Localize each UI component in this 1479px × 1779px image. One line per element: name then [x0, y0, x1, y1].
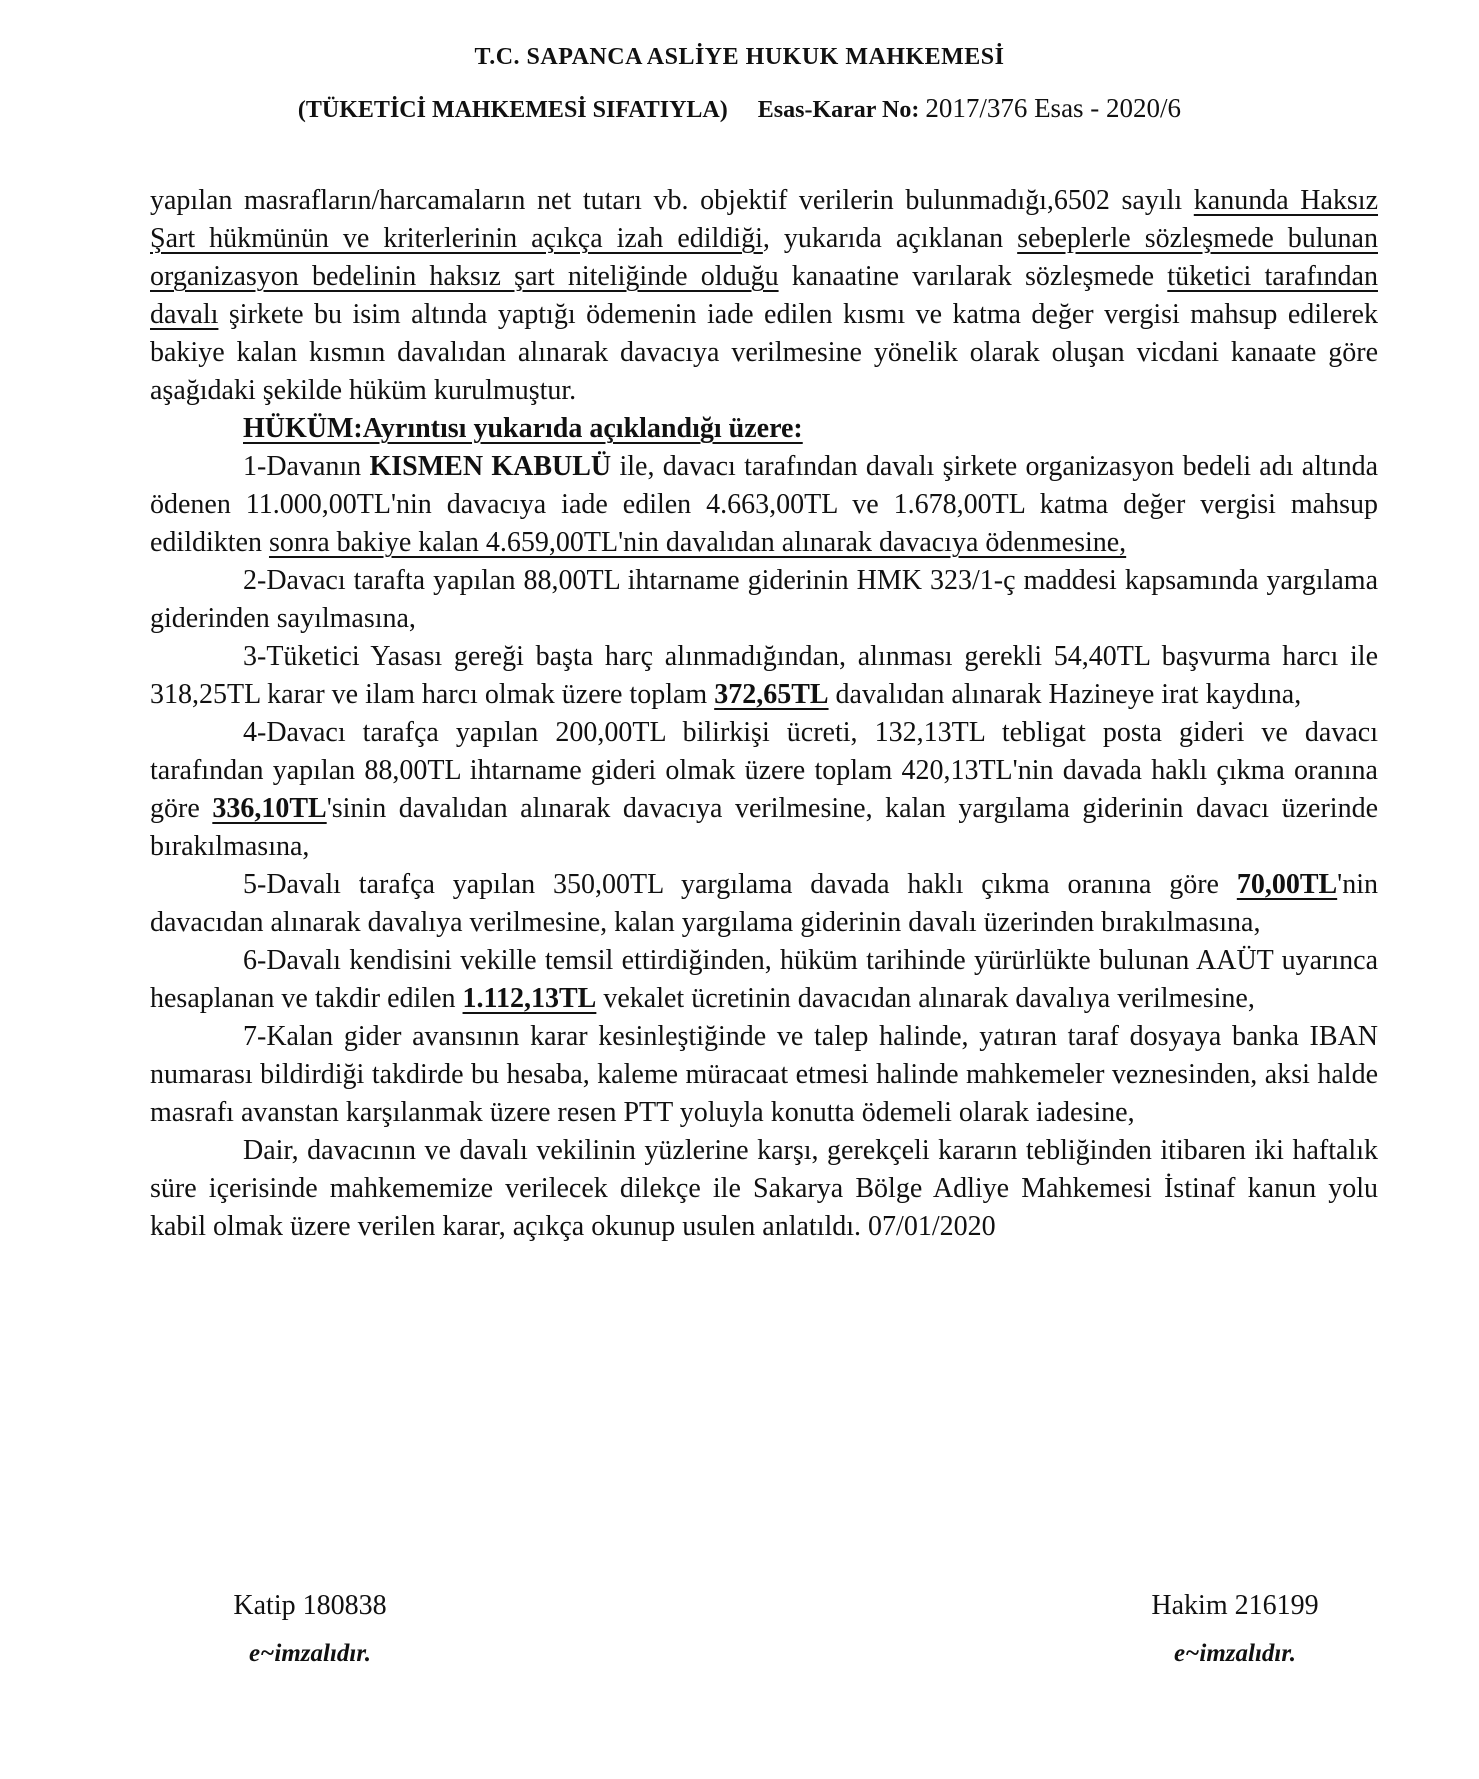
underlined-text: tüketici tarafından davalı — [150, 261, 1378, 330]
amount-highlight: 372,65TL — [714, 679, 829, 710]
verdict-item-2: 2-Davacı tarafta yapılan 88,00TL ihtarname giderinin HMK 323/1-ç maddesi kapsamında yargılama giderinden sayılmasına, — [150, 565, 1378, 634]
reasoning-text: kanaatine varılarak sözleşmede — [778, 261, 1168, 292]
verdict-text: 1-Davanın — [243, 451, 370, 482]
underlined-text: kanunda Haksız Şart hükmünün ve kriterlerinin açıkça izah edildiği — [150, 185, 1379, 254]
reasoning-paragraph — [150, 182, 1378, 410]
verdict-text: 4-Davacı tarafça yapılan 200,00TL bilirkişi ücreti, 132,13TL tebligat posta gideri ve davacı tarafından yapılan 88,00TL ihtarname gideri olmak üzere toplam 420,13TL'nin davada haklı çıkma oranına göre — [150, 717, 1378, 824]
hukum-heading-text: HÜKÜM:Ayrıntısı yukarıda açıklandığı üzere: — [243, 413, 803, 444]
amount-highlight: 336,10TL — [212, 793, 327, 824]
clerk-esign-note: e~imzalıdır. — [249, 1640, 371, 1667]
case-header — [0, 93, 1479, 124]
verdict-text: ile, davacı tarafından davalı şirkete organizasyon bedeli adı altında ödenen 11.000,00TL'nin davacıya iade edilen 4.663,00TL ve 1.678,00TL katma değer vergisi mahsup edildikten — [150, 451, 1378, 558]
verdict-text: 5-Davalı tarafça yapılan 350,00TL yargılama davada haklı çıkma oranına göre — [243, 869, 1237, 900]
judge-esign-note: e~imzalıdır. — [1174, 1640, 1296, 1667]
clerk-signature — [210, 1590, 410, 1668]
judge-id: Hakim 216199 — [1151, 1590, 1319, 1621]
decision-body — [150, 182, 1378, 1246]
clerk-id: Katip 180838 — [233, 1590, 387, 1621]
verdict-text: 'nin davacıdan alınarak davalıya verilmesine, kalan yargılama giderinin davalı üzerinden bırakılmasına, — [150, 869, 1378, 938]
verdict-item-3 — [150, 638, 1378, 714]
verdict-item-6 — [150, 942, 1378, 1018]
verdict-item-5 — [150, 866, 1378, 942]
judge-signature — [1125, 1590, 1345, 1668]
case-number: 2017/376 Esas - 2020/6 — [925, 93, 1182, 123]
court-name: T.C. SAPANCA ASLİYE HUKUK MAHKEMESİ — [474, 44, 1005, 70]
amount-highlight: 1.112,13TL — [462, 983, 597, 1014]
underlined-text: sonra bakiye kalan 4.659,00TL'nin davalıdan alınarak davacıya ödenmesine, — [268, 527, 1127, 558]
hukum-heading — [150, 410, 1378, 448]
verdict-item-7: 7-Kalan gider avansının karar kesinleştiğinde ve talep halinde, yatıran taraf dosyaya banka IBAN numarası bildirdiği takdirde bu hesaba, kaleme müracaat etmesi halinde mahkemeler veznesinden, aksi halde masrafı avanstan karşılanmak üzere resen PTT yoluyla konutta ödemeli olarak iadesine, — [150, 1021, 1378, 1128]
reasoning-text: yapılan masrafların/harcamaların net tutarı vb. objektif verilerin bulunmadığı,6502 sayılı — [150, 185, 1194, 216]
closing-paragraph: Dair, davacının ve davalı vekilinin yüzlerine karşı, gerekçeli kararın tebliğinden itibaren iki haftalık süre içerisinde mahkememize verilecek dilekçe ile Sakarya Bölge Adliye Mahkemesi İstinaf kanun yolu kabil olmak üzere verilen karar, açıkça okunup usulen anlatıldı. 07/01/2020 — [150, 1135, 1378, 1242]
verdict-item-1 — [150, 448, 1378, 562]
verdict-text: 'sinin davalıdan alınarak davacıya verilmesine, kalan yargılama giderinin davacı üzerinde bırakılmasına, — [150, 793, 1378, 862]
verdict-text: 3-Tüketici Yasası gereği başta harç alınmadığından, alınması gerekli 54,40TL başvurma harcı ile 318,25TL karar ve ilam harcı olmak üzere toplam — [150, 641, 1378, 710]
verdict-item-4 — [150, 714, 1378, 866]
underlined-text: sebeplerle sözleşmede bulunan organizasyon bedelinin haksız şart niteliğinde olduğu — [150, 223, 1378, 292]
verdict-text: davalıdan alınarak Hazineye irat kaydına, — [828, 679, 1302, 710]
verdict-text: 6-Davalı kendisini vekille temsil ettirdiğinden, hüküm tarihinde yürürlükte bulunan AAÜT uyarınca hesaplanan ve takdir edilen — [150, 945, 1378, 1014]
case-label: Esas-Karar No: — [757, 97, 920, 123]
verdict-text: vekalet ücretinin davacıdan alınarak davalıya verilmesine, — [596, 983, 1255, 1014]
reasoning-text: şirkete bu isim altında yaptığı ödemenin iade edilen kısmı ve katma değer vergisi mahsup edilerek bakiye kalan kısmın davalıdan alınarak davacıya verilmesine yönelik olarak oluşan vicdani kanaate göre aşağıdaki şekilde hüküm kurulmuştur. — [150, 299, 1378, 406]
reasoning-text: , yukarıda açıklanan — [762, 223, 1018, 254]
court-capacity: (TÜKETİCİ MAHKEMESİ SIFATIYLA) — [297, 97, 728, 123]
bold-text: KISMEN KABULÜ — [369, 451, 612, 482]
amount-highlight: 70,00TL — [1236, 869, 1338, 900]
